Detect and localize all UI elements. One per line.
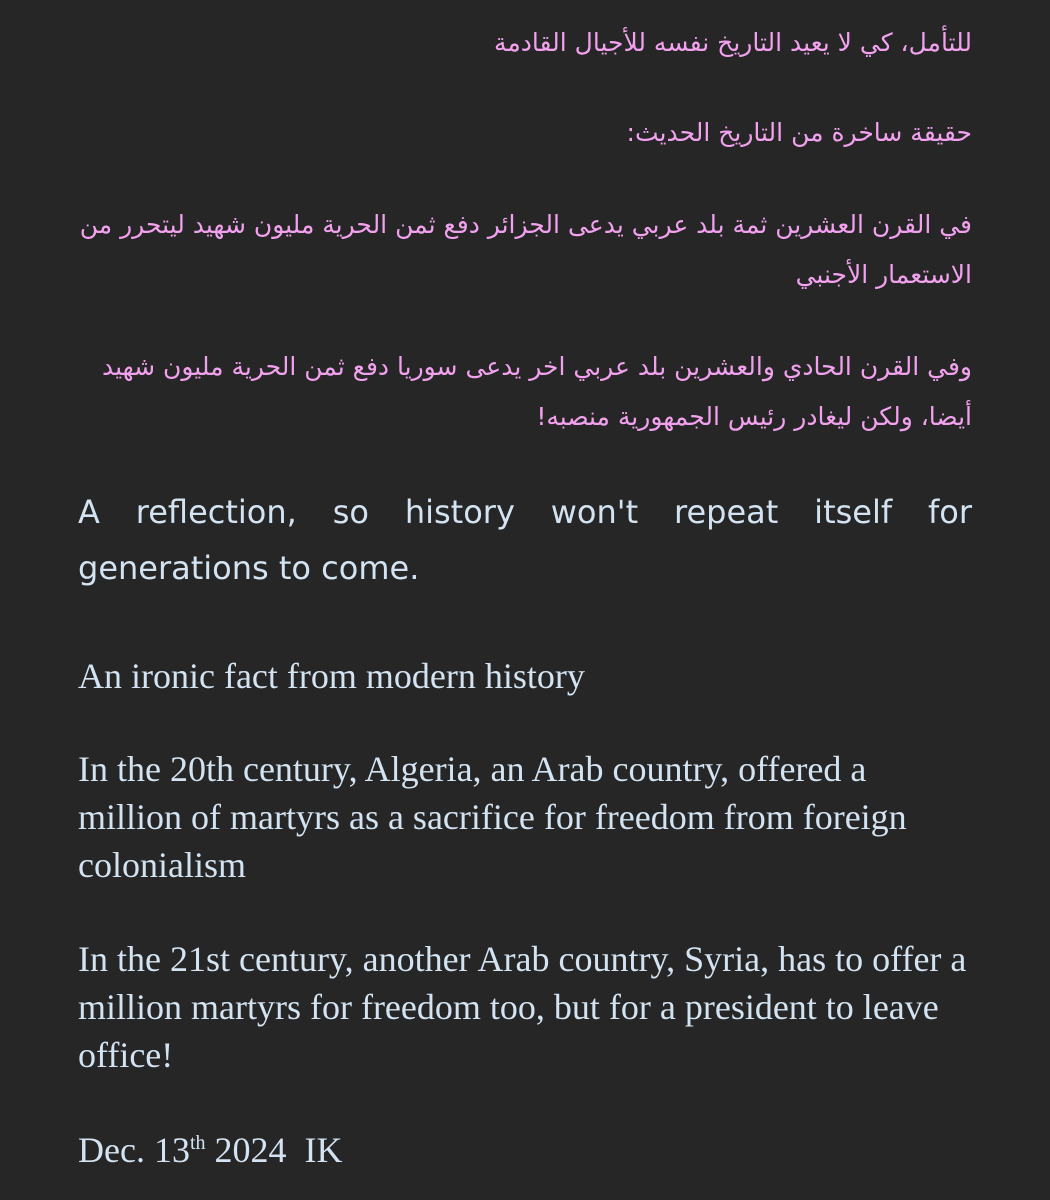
arabic-paragraph-2: وفي القرن الحادي والعشرين بلد عربي اخر يدعى سوريا دفع ثمن الحرية مليون شهيد أيضا، ولكن ليغادر رئيس الجمهورية منصبه!: [101, 352, 972, 431]
date-ordinal-suffix: th: [189, 1132, 206, 1154]
arabic-intro: للتأمل، كي لا يعيد التاريخ نفسه للأجيال القادمة: [493, 28, 972, 57]
arabic-paragraph-1: في القرن العشرين ثمة بلد عربي يدعى الجزائر دفع ثمن الحرية مليون شهيد ليتحرر من الاستعمار الأجنبي: [79, 210, 972, 289]
date-year-initials: 2024 IK: [205, 1130, 343, 1170]
english-intro: A reflection, so history won't repeat itself for generations to come.: [78, 493, 972, 587]
signature-date: [78, 1126, 978, 1174]
english-paragraph-2: In the 21st century, another Arab country, Syria, has to offer a million martyrs for freedom too, but for a president to leave office!: [78, 939, 967, 1075]
english-fact-title: An ironic fact from modern history: [78, 656, 585, 696]
english-paragraph-1: In the 20th century, Algeria, an Arab country, offered a million of martyrs as a sacrifice for freedom from foreign colonialism: [78, 749, 907, 885]
arabic-fact-title: حقيقة ساخرة من التاريخ الحديث:: [626, 118, 972, 147]
date-prefix: Dec. 13: [78, 1130, 190, 1170]
